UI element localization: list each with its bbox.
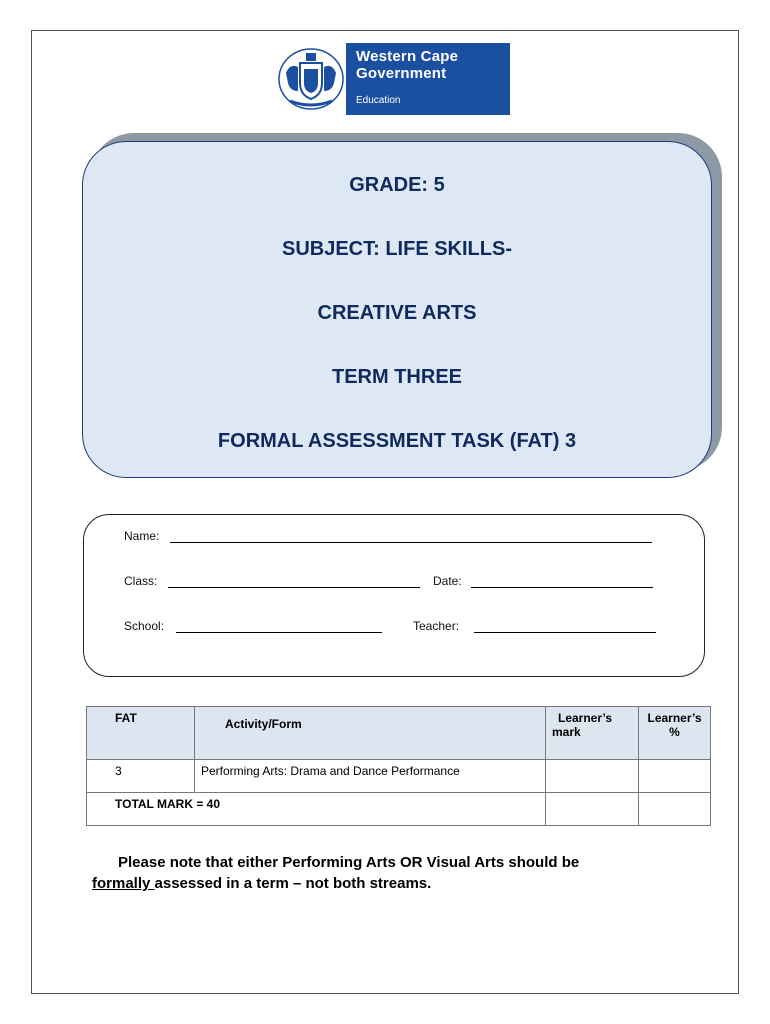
header-fat: FAT [87, 707, 195, 760]
total-mark: TOTAL MARK = 40 [87, 793, 546, 826]
name-label: Name: [124, 529, 160, 543]
grade-heading: GRADE: 5 [349, 174, 445, 196]
western-cape-government-logo [276, 43, 510, 115]
row-activity: Performing Arts: Drama and Dance Performance [195, 760, 546, 793]
coat-of-arms-emblem [276, 43, 346, 115]
table-total-row [87, 793, 711, 826]
class-field[interactable] [168, 587, 420, 588]
term-heading: TERM THREE [332, 366, 462, 388]
note-line2 [92, 873, 712, 894]
name-field[interactable] [170, 542, 652, 543]
table-header-row [87, 707, 711, 760]
school-field[interactable] [176, 632, 382, 633]
header-learner-mark-line2: mark [552, 725, 581, 739]
row-learner-percent[interactable] [639, 760, 711, 793]
logo-text-western-cape: Western Cape [356, 48, 459, 65]
date-field[interactable] [471, 587, 653, 588]
title-box [82, 141, 712, 478]
note-line2-text: assessed in a term – not both streams. [154, 875, 432, 892]
school-label: School: [124, 619, 165, 633]
teacher-field[interactable] [474, 632, 656, 633]
assessment-note [92, 852, 712, 894]
header-learner-mark-line1: Learner’s [558, 711, 613, 725]
row-fat: 3 [87, 760, 195, 793]
coat-of-arms-icon [276, 43, 346, 115]
note-underlined-word: formally [92, 875, 155, 892]
note-line1 [92, 852, 712, 873]
row-learner-mark[interactable] [546, 760, 639, 793]
total-learner-mark[interactable] [546, 793, 639, 826]
logo-text-education: Education [356, 95, 401, 106]
assessment-table [86, 706, 711, 826]
subject-heading: SUBJECT: LIFE SKILLS- [281, 238, 512, 260]
header-activity: Activity/Form [195, 707, 546, 760]
learner-info-box [83, 514, 705, 677]
class-label: Class: [124, 574, 158, 588]
total-learner-percent[interactable] [639, 793, 711, 826]
header-learner-mark [546, 707, 639, 760]
header-learner-percent: Learner’s % [639, 707, 711, 760]
table-row [87, 760, 711, 793]
date-label: Date: [433, 574, 462, 588]
creative-arts-heading: CREATIVE ARTS [317, 302, 477, 324]
teacher-label: Teacher: [413, 619, 460, 633]
task-heading: FORMAL ASSESSMENT TASK (FAT) 3 [217, 430, 577, 452]
logo-text-government: Government [356, 65, 447, 82]
note-line1-text: Please note that either Performing Arts OR Visual Arts should be [118, 854, 580, 871]
